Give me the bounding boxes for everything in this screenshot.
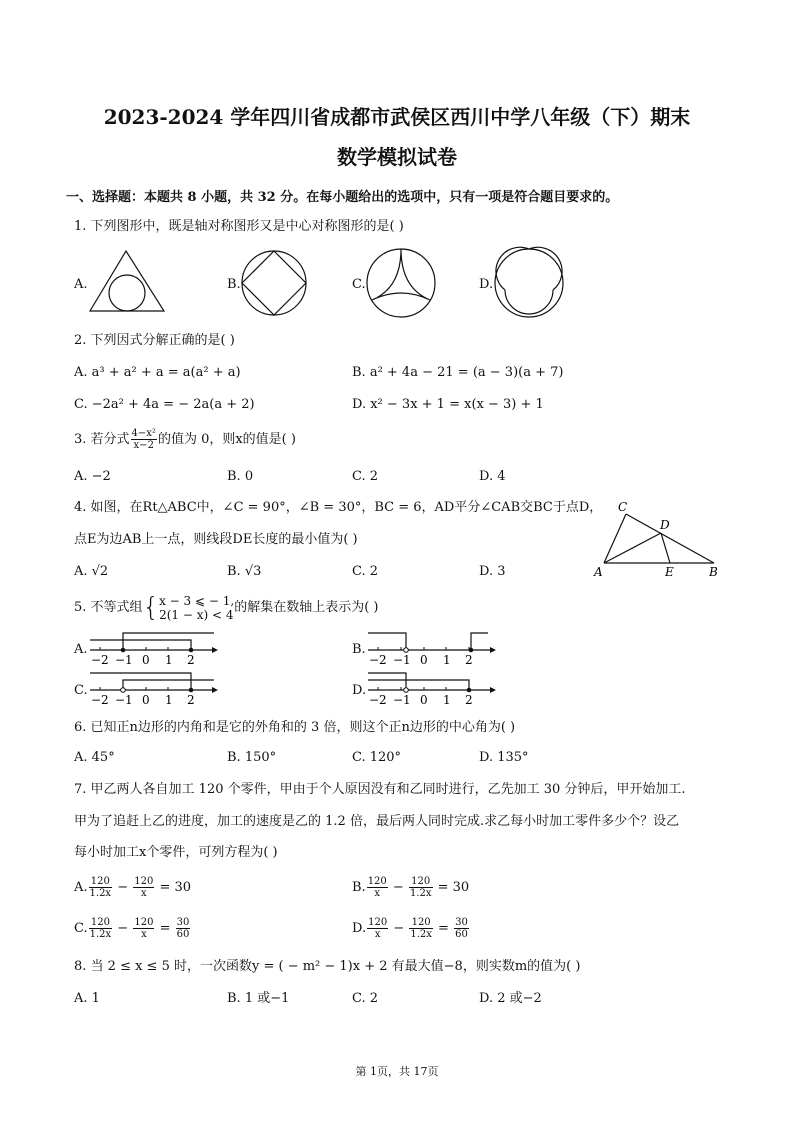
q1-option-d-label: D. <box>479 277 494 292</box>
q6-option-b: B. 150° <box>227 750 277 765</box>
q2-option-b: B. a² + 4a − 21 = (a − 3)(a + 7) <box>352 365 564 380</box>
q5-numberline-c <box>88 668 218 708</box>
q5-inequality-1: x − 3 ⩽ − 1, <box>159 593 235 608</box>
q6-option-d: D. 135° <box>479 750 529 765</box>
q7c-rhs-den: 60 <box>176 929 190 940</box>
section-heading: 一、选择题：本题共 8 小题，共 32 分。在每小题给出的选项中，只有一项是符合题目要求的。 <box>66 190 619 205</box>
q7d-frac1 <box>367 917 388 940</box>
q7b-frac2 <box>409 876 433 899</box>
question-6-stem: 6. 已知正n边形的内角和是它的外角和的 3 倍，则这个正n边形的中心角为( ) <box>74 720 516 735</box>
q7c-frac2 <box>133 917 154 940</box>
q3-option-c: C. 2 <box>352 469 379 484</box>
q1-figure-b <box>241 250 307 316</box>
q5a-tick-2: 2 <box>187 653 195 667</box>
q1-figure-d <box>494 248 564 318</box>
q1-option-b-label: B. <box>227 277 241 292</box>
q7-option-d: D. $\frac{120}{x}$ − $\frac{120}{1.2x}$ = $\frac{30}{60}$ <box>352 917 468 940</box>
q5b-tick-2: 2 <box>465 653 473 667</box>
q7b-rhs: = 30 <box>437 880 470 895</box>
q7b-frac1-num: 120 <box>367 876 387 887</box>
q4-label-e: E <box>665 565 674 579</box>
q5b-tick-m1: −1 <box>393 653 411 667</box>
question-4-line2: 点E为边AB上一点，则线段DE长度的最小值为( ) <box>74 532 358 547</box>
question-2-stem: 2. 下列因式分解正确的是( ) <box>74 333 235 348</box>
q7-option-a: A. $\frac{120}{1.2x}$ − $\frac{120}{x}$ = 30 <box>74 876 192 899</box>
q5c-tick-m1: −1 <box>115 693 133 707</box>
q4-label-c: C <box>618 500 628 514</box>
q5-stem-pre: 5. 不等式组 <box>74 600 143 615</box>
q7b-frac2-den: 1.2x <box>409 888 432 899</box>
q7b-frac1-den: x <box>374 888 381 899</box>
q8-option-a: A. 1 <box>74 991 100 1006</box>
q4-option-b: B. √3 <box>227 564 262 579</box>
q5a-tick-1: 1 <box>165 653 173 667</box>
paper-title-line1: 2023-2024 学年四川省成都市武侯区西川中学八年级（下）期末 <box>103 105 691 129</box>
q8-option-c: C. 2 <box>352 991 379 1006</box>
q7d-rhs-num: 30 <box>455 917 468 928</box>
q7c-rhs-frac <box>176 917 191 940</box>
q6-option-a: A. 45° <box>74 750 115 765</box>
q5d-tick-m1: −1 <box>393 693 411 707</box>
q7d-rhs-den: 60 <box>455 929 468 940</box>
q4-label-d: D <box>660 518 670 532</box>
q1-option-a-label: A. <box>74 277 88 292</box>
q7c-rhs-num: 30 <box>176 917 190 928</box>
question-8-stem: 8. 当 2 ≤ x ≤ 5 时，一次函数y = ( − m² − 1)x + 2 有最大值−8，则实数m的值为( ) <box>74 959 581 974</box>
q7c-label: C. <box>74 921 88 936</box>
q6-option-c: C. 120° <box>352 750 402 765</box>
q2-option-c: C. −2a² + 4a = − 2a(a + 2) <box>74 397 255 412</box>
q7c-frac2-num: 120 <box>134 917 154 928</box>
q8-option-b: B. 1 或−1 <box>227 991 290 1006</box>
q7d-frac1-den: x <box>374 929 381 940</box>
paper-title-line2: 数学模拟试卷 <box>337 145 457 169</box>
q5-numberline-a <box>88 628 218 668</box>
q7c-frac1-num: 120 <box>89 917 113 929</box>
q7c-frac2-den: x <box>141 929 147 940</box>
q7-option-b: B. $\frac{120}{x}$ − $\frac{120}{1.2x}$ = 30 <box>352 876 470 899</box>
q4-label-b: B <box>709 565 718 579</box>
question-3-stem <box>74 428 296 452</box>
q5-numberline-d <box>366 668 496 708</box>
q3-option-b: B. 0 <box>227 469 254 484</box>
q7d-frac2 <box>409 917 433 940</box>
q2-option-a: A. a³ + a² + a = a(a² + a) <box>74 365 241 380</box>
q5c-tick-0: 0 <box>142 693 150 707</box>
q7b-label: B. <box>352 880 366 895</box>
q7d-frac2-den: 1.2x <box>410 929 432 940</box>
q7b-frac2-num: 120 <box>409 876 433 888</box>
q7d-frac2-num: 120 <box>409 917 433 929</box>
q5a-tick-0: 0 <box>142 653 150 667</box>
question-5-stem <box>74 592 378 624</box>
q1-figure-c <box>366 248 436 318</box>
q3-fraction-denominator: x−2 <box>133 440 154 451</box>
q4-label-a: A <box>594 565 603 579</box>
q5a-tick-m1: −1 <box>115 653 133 667</box>
q7-option-c: C. $\frac{120}{1.2x}$ − $\frac{120}{x}$ = $\frac{30}{60}$ <box>74 917 190 940</box>
q3-fraction-numerator: 4−x² <box>131 428 156 439</box>
q5a-tick-m2: −2 <box>91 653 109 667</box>
question-7-line3: 每小时加工x个零件，可列方程为( ) <box>74 845 278 860</box>
q5-inequality-system <box>159 594 234 622</box>
q5-option-b-label: B. <box>352 642 366 657</box>
q7a-frac2-num: 120 <box>134 876 154 887</box>
q5c-tick-2: 2 <box>187 693 195 707</box>
q5b-tick-1: 1 <box>443 653 451 667</box>
q7a-frac1-den: 1.2x <box>89 888 112 899</box>
q4-option-a: A. √2 <box>74 564 109 579</box>
q7d-rhs-frac <box>454 917 469 940</box>
q7b-frac1 <box>367 876 388 899</box>
q5d-tick-m2: −2 <box>369 693 387 707</box>
q7a-frac2 <box>133 876 154 899</box>
q3-option-d: D. 4 <box>479 469 506 484</box>
q7d-frac1-num: 120 <box>368 917 388 928</box>
q5c-tick-1: 1 <box>165 693 173 707</box>
q5d-tick-0: 0 <box>420 693 428 707</box>
q5b-tick-m2: −2 <box>369 653 387 667</box>
q3-option-a: A. −2 <box>74 469 111 484</box>
q3-stem-post: 的值为 0，则x的值是( ) <box>157 432 296 447</box>
q5-option-a-label: A. <box>74 642 88 657</box>
q5b-tick-0: 0 <box>420 653 428 667</box>
q8-option-d: D. 2 或−2 <box>479 991 542 1006</box>
q5-brace: { <box>142 592 160 623</box>
q7c-frac1-den: 1.2x <box>89 929 112 940</box>
q5c-tick-m2: −2 <box>91 693 109 707</box>
q4-option-d: D. 3 <box>479 564 506 579</box>
q1-figure-a <box>88 249 166 313</box>
q7c-frac1 <box>89 917 113 940</box>
q7d-label: D. <box>352 921 367 936</box>
q5d-tick-2: 2 <box>465 693 473 707</box>
q7a-frac1-num: 120 <box>89 876 113 888</box>
q7a-frac1 <box>89 876 113 899</box>
q3-fraction <box>131 428 157 451</box>
question-7-line2: 甲为了追赶上乙的进度，加工的速度是乙的 1.2 倍，最后两人同时完成.求乙每小时加工零件多少个？设乙 <box>74 814 680 829</box>
q5-option-d-label: D. <box>352 683 367 698</box>
q7a-label: A. <box>74 880 88 895</box>
q1-option-c-label: C. <box>352 277 366 292</box>
question-7-line1: 7. 甲乙两人各自加工 120 个零件，甲由于个人原因没有和乙同时进行，乙先加工 30 分钟后，甲开始加工. <box>74 782 686 797</box>
question-4-line1: 4. 如图，在Rt△ABC中，∠C = 90°，∠B = 30°，BC = 6，AD平分∠CAB交BC于点D， <box>74 500 603 515</box>
q5-stem-post: 的解集在数轴上表示为( ) <box>234 600 379 615</box>
question-1-stem: 1. 下列图形中，既是轴对称图形又是中心对称图形的是( ) <box>74 219 404 234</box>
q5-option-c-label: C. <box>74 683 88 698</box>
q4-triangle-figure <box>592 500 722 580</box>
q5-inequality-2: 2(1 − x) < 4 <box>159 607 234 622</box>
q5d-tick-1: 1 <box>443 693 451 707</box>
q7a-rhs: = 30 <box>159 880 192 895</box>
q5-numberline-b <box>366 628 496 668</box>
q3-stem-pre: 3. 若分式 <box>74 432 130 447</box>
q2-option-d: D. x² − 3x + 1 = x(x − 3) + 1 <box>352 397 544 412</box>
q4-option-c: C. 2 <box>352 564 379 579</box>
page-footer: 第 1页，共 17页 <box>355 1065 439 1078</box>
q7a-frac2-den: x <box>140 888 147 899</box>
